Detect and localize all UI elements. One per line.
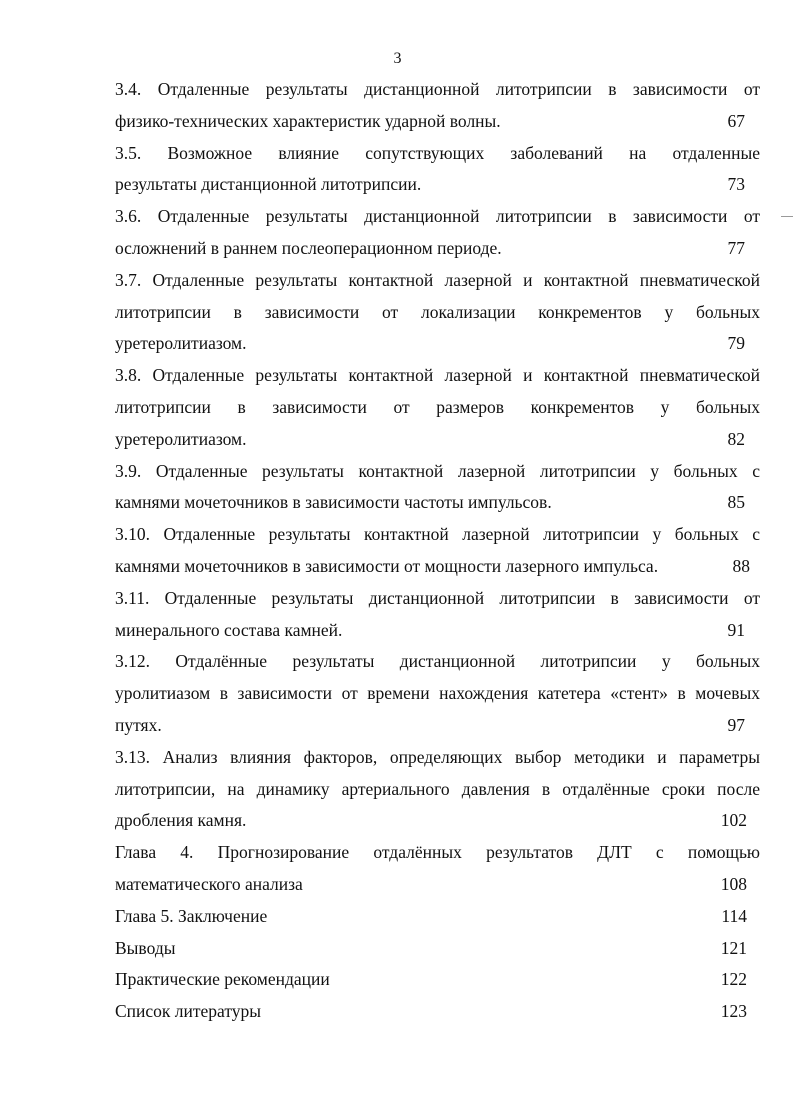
toc-entry-line: 3.4. Отдаленные результаты дистанционной литотрипсии в зависимости от (115, 79, 760, 99)
toc-entry-line (115, 551, 760, 583)
toc-entry-text: осложнений в раннем послеоперационном периоде. (115, 237, 502, 258)
toc-entry-line (115, 487, 760, 519)
toc-entry-line (115, 933, 760, 965)
toc-entry-text: Список литературы (115, 1001, 262, 1022)
toc-page-number: 91 (727, 619, 745, 640)
toc-entry-line: литотрипсии в зависимости от локализации конкрементов у больных (115, 301, 760, 322)
toc-entry (115, 964, 760, 996)
toc-entry-text: Выводы (115, 937, 176, 958)
toc-entry-line (115, 615, 760, 647)
margin-mark (781, 216, 793, 217)
toc-entry-line: 3.13. Анализ влияния факторов, определяющих выбор методики и параметры (115, 746, 760, 767)
toc-entry-line (115, 996, 760, 1028)
table-of-contents (115, 74, 760, 1028)
toc-entry-text: камнями мочеточников в зависимости от мощности лазерного импульса. (115, 555, 659, 576)
toc-entry-line: 3.8. Отдаленные результаты контактной лазерной и контактной пневматической (115, 365, 760, 386)
toc-entry-line (115, 710, 760, 742)
toc-entry-line: 3.5. Возможное влияние сопутствующих заболеваний на отдаленные (115, 142, 760, 163)
toc-entry (115, 201, 760, 265)
toc-page-number: 123 (720, 1001, 747, 1022)
toc-entry-line: 3.6. Отдаленные результаты дистанционной литотрипсии в зависимости от (115, 206, 760, 227)
toc-entry-text: путях. (115, 714, 162, 735)
toc-page-number: 79 (727, 333, 745, 354)
toc-entry-line (115, 169, 760, 201)
toc-entry-text: дробления камня. (115, 810, 247, 831)
toc-entry (115, 837, 760, 901)
toc-entry (115, 265, 760, 360)
toc-entry (115, 74, 760, 138)
toc-page-number: 82 (727, 428, 745, 449)
toc-entry-text: минерального состава камней. (115, 619, 343, 640)
toc-entry (115, 138, 760, 202)
toc-entry-line: Глава 4. Прогнозирование отдалённых результатов ДЛТ с помощью (115, 842, 760, 863)
toc-page-number: 102 (720, 810, 747, 831)
toc-entry-line: 3.7. Отдаленные результаты контактной лазерной и контактной пневматической (115, 269, 760, 290)
toc-entry-line: 3.10. Отдаленные результаты контактной лазерной литотрипсии у больных с (115, 524, 760, 545)
toc-page-number: 77 (727, 237, 745, 258)
toc-entry-text: камнями мочеточников в зависимости частоты импульсов. (115, 492, 552, 513)
toc-entry-line: 3.11. Отдаленные результаты дистанционной литотрипсии в зависимости от (115, 587, 760, 608)
toc-entry-line: 3.9. Отдаленные результаты контактной лазерной литотрипсии у больных с (115, 460, 760, 481)
toc-entry-line (115, 805, 760, 837)
toc-entry-line (115, 901, 760, 933)
toc-entry (115, 646, 760, 741)
toc-page-number: 122 (720, 969, 747, 990)
toc-entry (115, 742, 760, 837)
toc-entry-text: уретеролитиазом. (115, 333, 247, 354)
toc-page-number: 67 (727, 110, 745, 131)
toc-page-number: 85 (727, 492, 745, 513)
toc-entry-text: уретеролитиазом. (115, 428, 247, 449)
toc-page-number: 108 (720, 873, 747, 894)
toc-page-number: 114 (721, 905, 747, 926)
toc-page-number: 97 (727, 714, 745, 735)
toc-entry (115, 519, 760, 583)
toc-entry-line (115, 106, 760, 138)
toc-entry-line (115, 424, 760, 456)
toc-entry (115, 456, 760, 520)
toc-page-number: 121 (720, 937, 747, 958)
toc-entry-line: литотрипсии, на динамику артериального давления в отдалённые сроки после (115, 778, 760, 799)
toc-entry-text: Практические рекомендации (115, 969, 330, 990)
toc-entry-text: физико-технических характеристик ударной волны. (115, 110, 501, 131)
toc-entry (115, 933, 760, 965)
toc-entry-line: литотрипсии в зависимости от размеров конкрементов у больных (115, 396, 760, 417)
toc-page-number: 73 (727, 174, 745, 195)
toc-entry (115, 583, 760, 647)
toc-entry (115, 360, 760, 455)
toc-entry (115, 996, 760, 1028)
toc-entry-line: 3.12. Отдалённые результаты дистанционной литотрипсии у больных (115, 651, 760, 672)
toc-entry (115, 901, 760, 933)
toc-entry-line: уролитиазом в зависимости от времени нахождения катетера «стент» в мочевых (115, 683, 760, 704)
toc-page-number: 88 (732, 555, 750, 576)
toc-entry-text: результаты дистанционной литотрипсии. (115, 174, 422, 195)
page-number: 3 (393, 50, 402, 67)
toc-entry-text: математического анализа (115, 873, 303, 894)
toc-entry-line (115, 869, 760, 901)
toc-entry-line (115, 328, 760, 360)
toc-entry-line (115, 964, 760, 996)
toc-entry-line (115, 233, 760, 265)
toc-entry-text: Глава 5. Заключение (115, 905, 268, 926)
